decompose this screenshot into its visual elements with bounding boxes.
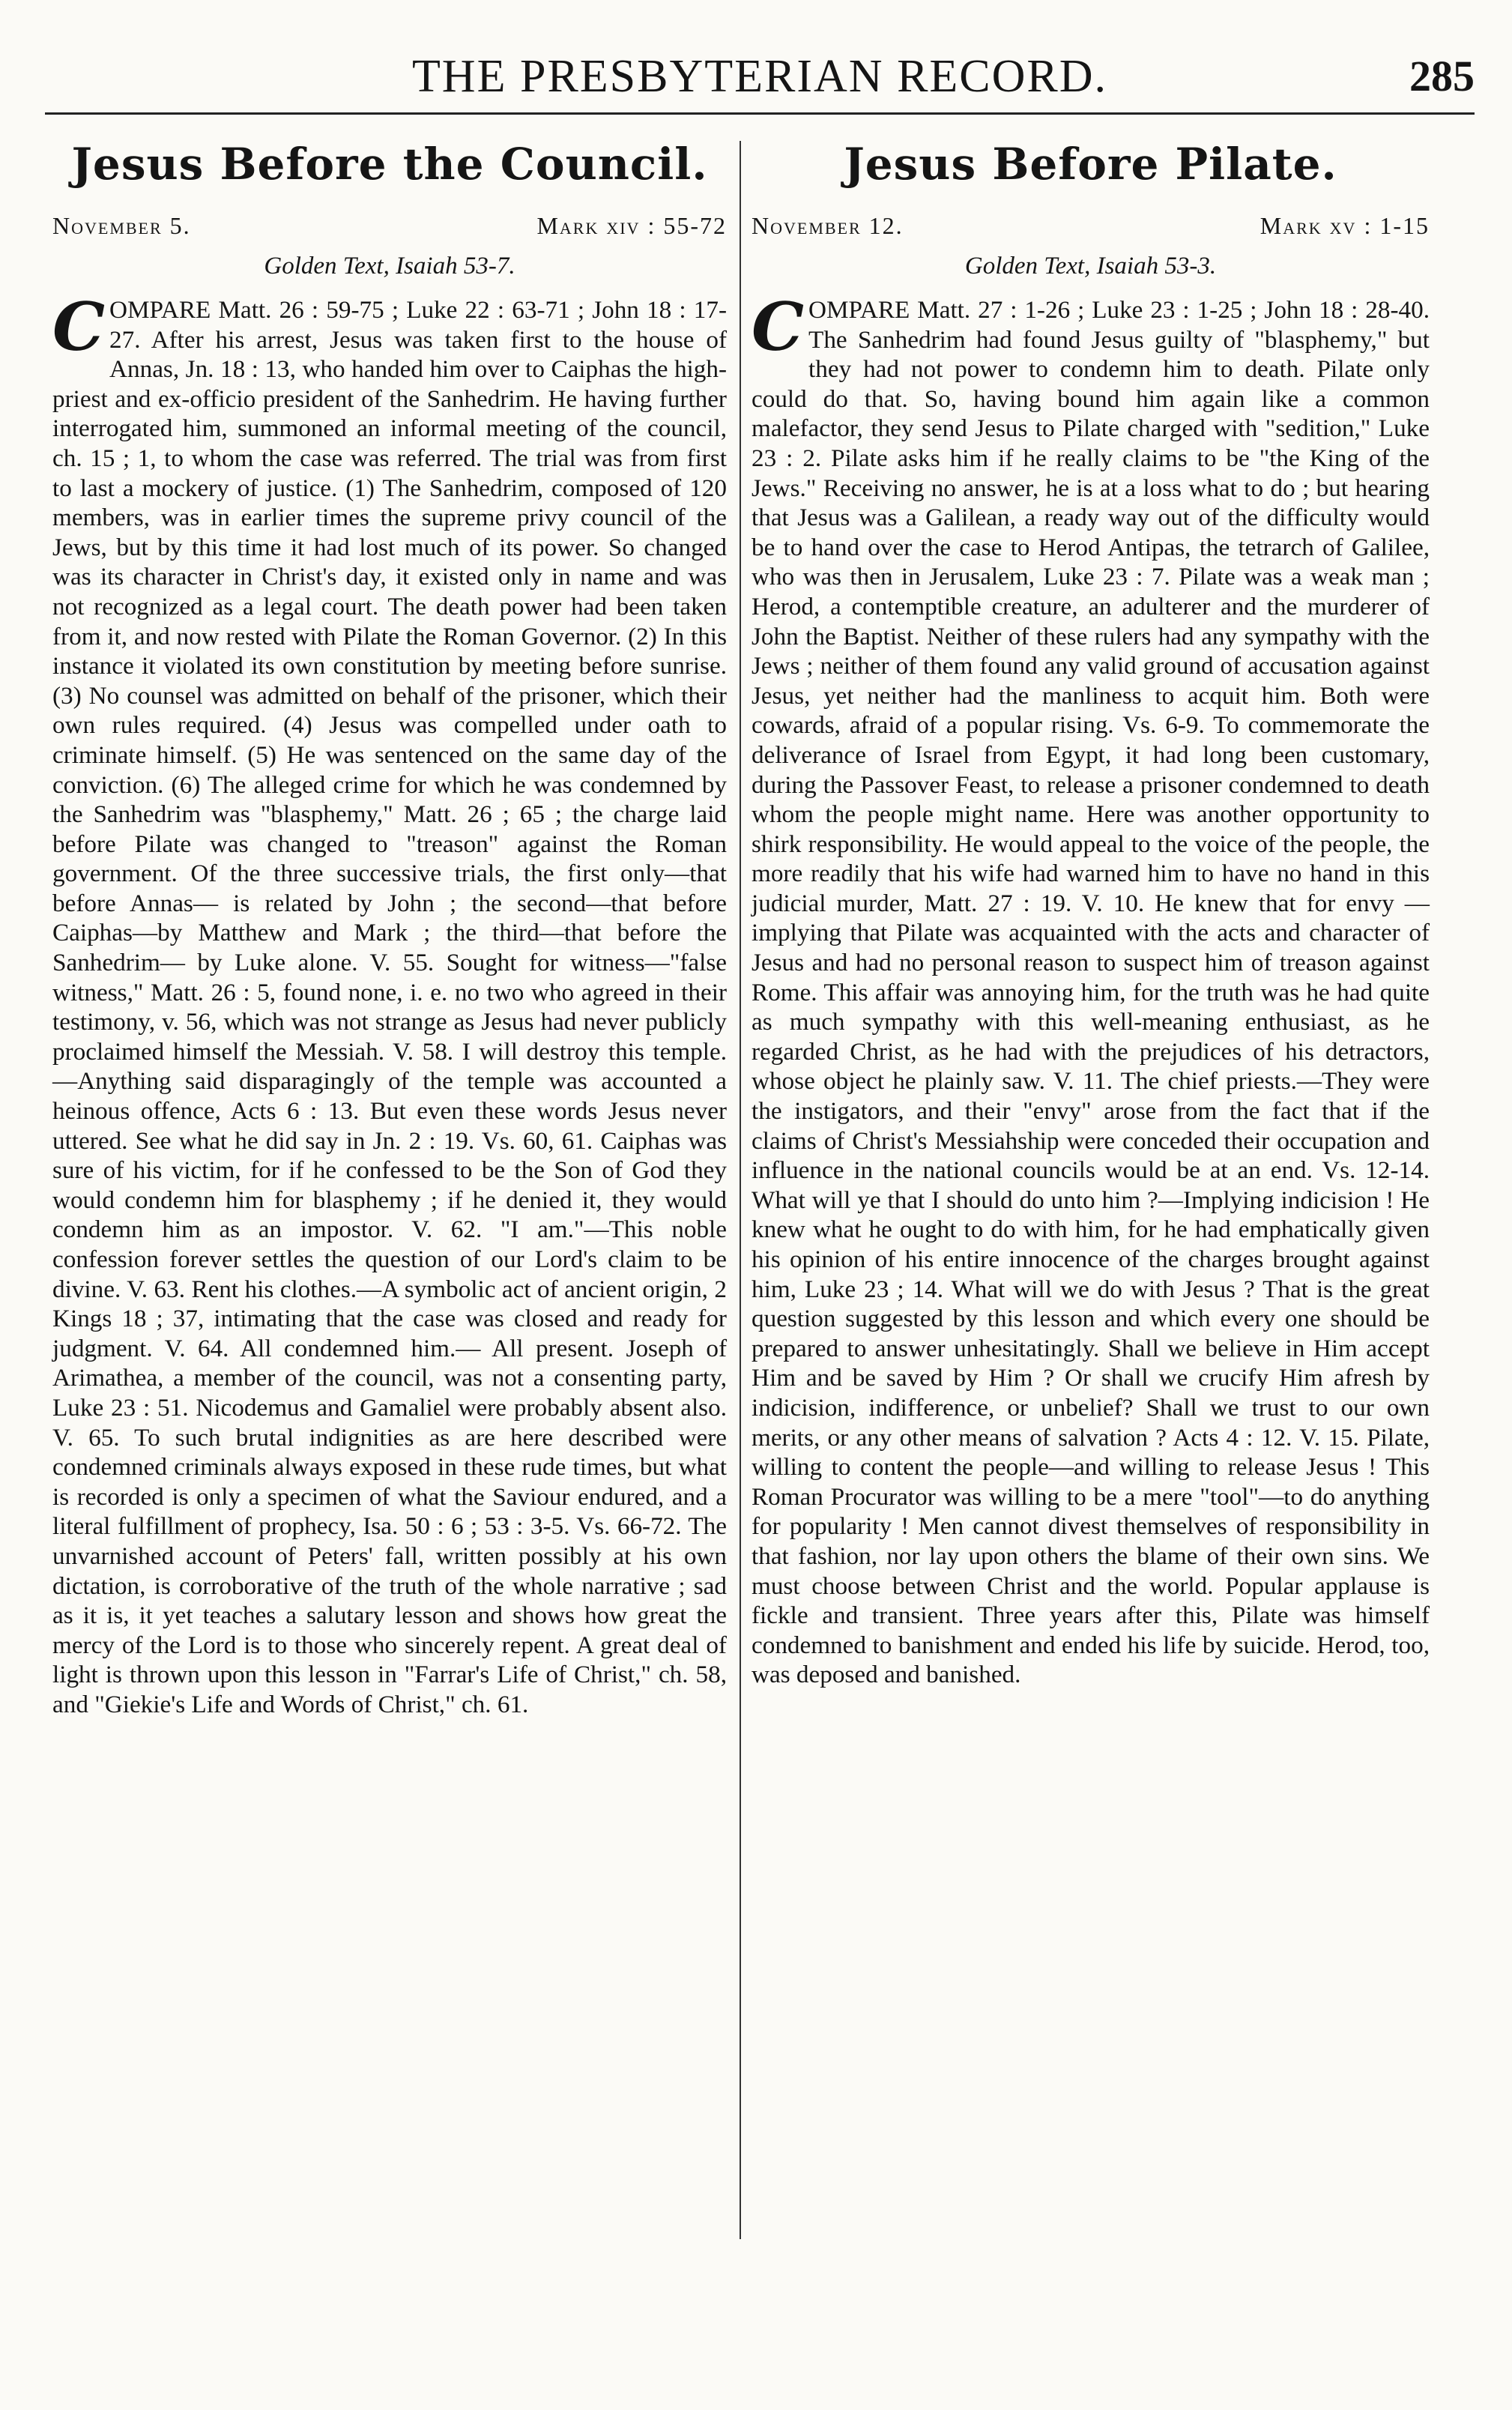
journal-title: THE PRESBYTERIAN RECORD. [411,51,1108,102]
lesson-date: November 5. [52,212,191,239]
column-divider [740,141,741,2239]
lesson-date: November 12. [752,212,904,239]
lesson-column-left [52,133,727,1720]
drop-cap: C [752,288,805,366]
lesson-column-right [752,133,1430,1690]
page-number: 285 [1409,52,1475,100]
lesson-body [752,288,1430,1690]
lesson-title: Jesus Before the Council. [71,139,708,190]
lesson-date-line [752,208,1430,243]
golden-text: Golden Text, Isaiah 53-3. [964,253,1217,280]
lesson-title: Jesus Before Pilate. [844,139,1337,190]
running-head [45,46,1475,106]
lesson-reference: Mark xiv : 55-72 [536,212,727,239]
header-rule [45,112,1475,115]
lesson-body-text: OMPARE Matt. 27 : 1-26 ; Luke 23 : 1-25 ; John 18 : 28-40. The Sanhedrim had found Jesus guilty of "blasphemy," but they had not power to condemn him to death. Pilate only could do that. So, having bound him again like a common malefactor, they send Jesus to Pilate charged with "sedition," Luke 23 : 2. Pilate asks him if he really claims to be "the King of the Jews." Receiving no answer, he is at a loss what to do ; but hearing that Jesus was a Galilean, a ready way out of the difficulty would be to hand over the case to Herod Antipas, the tetrarch of Galilee, who was then in Jerusalem, Luke 23 : 7. Pilate was a weak man ; Herod, a contemptible creature, an adulterer and the murderer of John the Baptist. Neither of these rulers had any sympathy with the Jews ; neither of them found any valid ground of accusation against Jesus, yet neither had the manliness to acquit him. Both were cowards, afraid of a popular rising. Vs. 6-9. To commemorate the deliverance of Israel from Egypt, it had long been customary, during the Passover Feast, to release a prisoner condemned to death whom the people might name. Here was another opportunity to shirk responsibility. He would appeal to the voice of the people, the more readily that his wife had warned him to have no hand in this judicial murder, Matt. 27 : 19. V. 10. He knew that for envy —implying that Pilate was acquainted with the acts and character of Jesus and had no personal reason to suspect him of treason against Rome. This affair was annoying him, for the truth was he had quite as much sympathy with this well-meaning enthusiast, as he regarded Christ, as he had with the prejudices of his detractors, whose object he plainly saw. V. 11. The chief priests.—They were the instigators, and their "envy" arose from the fact that if the claims of Christ's Messiahship were conceded their occupation and influence in the national councils would be at an end. Vs. 12-14. What will ye that I should do unto him ?—Implying indicision ! He knew what he ought to do with him, for he had emphatically given his opinion of his entire innocence of the charges brought against him, Luke 23 ; 14. What will we do with Jesus ? That is the great question suggested by this lesson and which every one should be prepared to answer unhesitatingly. Shall we believe in Him accept Him and be saved by Him ? Or shall we crucify Him afresh by indicision, indifference, or unbelief? Shall we trust to our own merits, or any other means of salvation ? Acts 4 : 12. V. 15. Pilate, willing to content the people—and willing to release Jesus ! This Roman Procurator was willing to be a mere "tool"—to do anything for popularity ! Men cannot divest themselves of responsibility in that fashion, nor lay upon others the blame of their own sins. We must choose between Christ and the world. Popular applause is fickle and transient. Three years after this, Pilate was himself condemned to banishment and ended his life by suicide. Herod, too, was deposed and banished. [752,296,1430,1689]
lesson-body [52,288,727,1720]
lesson-reference: Mark xv : 1-15 [1260,212,1430,239]
drop-cap: C [52,288,106,366]
lesson-date-line [52,208,727,243]
golden-text: Golden Text, Isaiah 53-7. [264,253,515,280]
lesson-body-text: OMPARE Matt. 26 : 59-75 ; Luke 22 : 63-71 ; John 18 : 17-27. After his arrest, Jesus was taken first to the house of Annas, Jn. 18 : 13, who handed him over to Caiphas the high-priest and ex-officio president of the Sanhedrim. He having further interrogated him, summoned an informal meeting of the council, ch. 15 ; 1, to whom the case was referred. The trial was from first to last a mockery of justice. (1) The Sanhedrim, composed of 120 members, was in earlier times the supreme privy council of the Jews, but by this time it had lost much of its power. So changed was its character in Christ's day, it existed only in name and was not recognized as a legal court. The death power had been taken from it, and now rested with Pilate the Roman Governor. (2) In this instance it violated its own constitution by meeting before sunrise. (3) No counsel was admitted on behalf of the prisoner, which their own rules required. (4) Jesus was compelled under oath to criminate himself. (5) He was sentenced on the same day of the conviction. (6) The alleged crime for which he was condemned by the Sanhedrim was "blasphemy," Matt. 26 ; 65 ; the charge laid before Pilate was changed to "treason" against the Roman government. Of the three successive trials, the first only—that before Annas— is related by John ; the second—that before Caiphas—by Matthew and Mark ; the third—that before the Sanhedrim— by Luke alone. V. 55. Sought for witness—"false witness," Matt. 26 : 5, found none, i. e. no two who agreed in their testimony, v. 56, which was not strange as Jesus had never publicly proclaimed himself the Messiah. V. 58. I will destroy this temple.—Anything said disparagingly of the temple was accounted a heinous offence, Acts 6 : 13. But even these words Jesus never uttered. See what he did say in Jn. 2 : 19. Vs. 60, 61. Caiphas was sure of his victim, for if he confessed to be the Son of God they would condemn him for blasphemy ; if he denied it, they would condemn him as an impostor. V. 62. "I am."—This noble confession forever settles the question of our Lord's claim to be divine. V. 63. Rent his clothes.—A symbolic act of ancient origin, 2 Kings 18 ; 37, intimating that the case was closed and ready for judgment. V. 64. All condemned him.— All present. Joseph of Arimathea, a member of the council, was not a consenting party, Luke 23 : 51. Nicodemus and Gamaliel were probably absent also. V. 65. To such brutal indignities as are here described were condemned criminals always exposed in these rude times, but what is recorded is only a specimen of what the Saviour endured, and a literal fulfillment of prophecy, Isa. 50 : 6 ; 53 : 3-5. Vs. 66-72. The unvarnished account of Peters' fall, written possibly at his own dictation, is corroborative of the truth of the whole narrative ; sad as it is, it yet teaches a salutary lesson and shows how great the mercy of the Lord is to those who sincerely repent. A great deal of light is thrown upon this lesson in "Farrar's Life of Christ," ch. 58, and "Giekie's Life and Words of Christ," ch. 61. [52,296,727,1718]
